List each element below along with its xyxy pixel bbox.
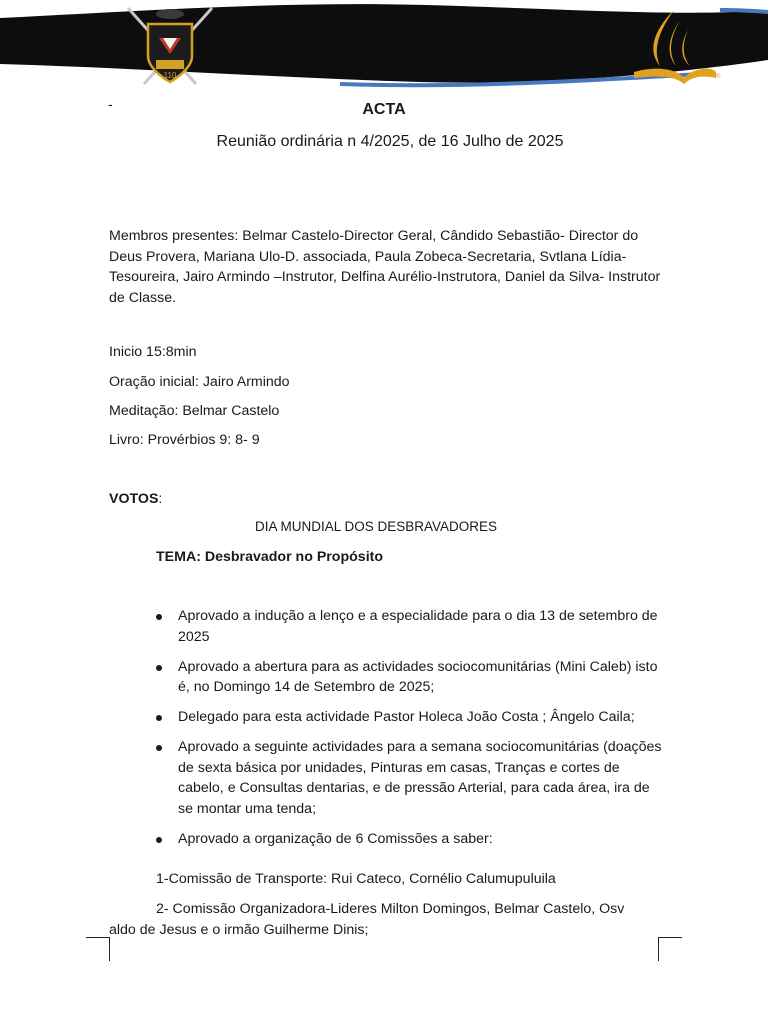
members-present-paragraph: Membros presentes: Belmar Castelo-Director Geral, Cândido Sebastião- Director do Deus Provera, Mariana Ulo-D. associada, Paula Zobeca-Secretaria, Svtlana Lídia-Tesoureira, Jairo Armindo –Instrutor, Delfina Aurélio-Instrutora, Daniel da Silva- Instrutor de Classe.: [109, 228, 661, 306]
document-title: ACTA: [362, 101, 406, 118]
commission-organizing-line1: 2- Comissão Organizadora-Lideres Milton Domingos, Belmar Castelo, Osv: [156, 901, 625, 917]
commission-organizing-line2: aldo de Jesus e o irmão Guilherme Dinis;: [109, 921, 369, 938]
votes-colon: :: [158, 491, 163, 507]
meditation: Meditação: Belmar Castelo: [109, 403, 280, 419]
book-reference: Livro: Provérbios 9: 8- 9: [109, 432, 260, 448]
theme-heading: TEMA: Desbravador no Propósito: [156, 549, 384, 565]
bullet-icon: [156, 614, 162, 620]
bullet-icon: [156, 837, 162, 843]
bullet-icon: [156, 745, 162, 751]
meeting-subtitle: Reunião ordinária n 4/2025, de 16 Julho de 2025: [216, 133, 564, 150]
vote-text: Aprovado a indução a lenço e a especialidade para o dia 13 de setembro de 2025: [178, 608, 658, 645]
bullet-icon: [156, 665, 162, 671]
list-item: [156, 737, 662, 819]
commission-transport: 1-Comissão de Transporte: Rui Cateco, Cornélio Calumupuluila: [156, 871, 556, 887]
vote-text: Delegado para esta actividade Pastor Holeca João Costa ; Ângelo Caila;: [178, 709, 635, 725]
svg-text:110: 110: [163, 71, 177, 80]
stray-dash: -: [108, 96, 113, 112]
event-title: DIA MUNDIAL DOS DESBRAVADORES: [254, 519, 498, 534]
crop-mark-right: [658, 937, 682, 961]
list-item: [156, 606, 662, 647]
svg-text:®: ®: [716, 74, 721, 80]
vote-text: Aprovado a abertura para as actividades sociocomunitárias (Mini Caleb) isto é, no Domingo 14 de Setembro de 2025;: [178, 658, 658, 695]
start-time: Inicio 15:8min: [109, 344, 197, 360]
bullet-icon: [156, 715, 162, 721]
list-item: [156, 707, 662, 728]
vote-text: Aprovado a seguinte actividades para a semana sociocomunitárias (doações de sexta básica por unidades, Pinturas em casas, Tranças e cortes de cabelo, e Consultas dentarias, e de pressão Arterial, para cada área, ira de se montar uma tenda;: [178, 739, 662, 817]
votes-label: VOTOS: [109, 491, 159, 507]
commission-organizing: [109, 899, 660, 940]
list-item: [156, 657, 662, 698]
votes-list: [156, 606, 662, 859]
votes-heading: [109, 491, 162, 507]
crop-mark-left: [86, 937, 110, 961]
list-item: [156, 829, 662, 850]
vote-text: Aprovado a organização de 6 Comissões a saber:: [178, 830, 493, 847]
opening-prayer: Oração inicial: Jairo Armindo: [109, 374, 290, 390]
